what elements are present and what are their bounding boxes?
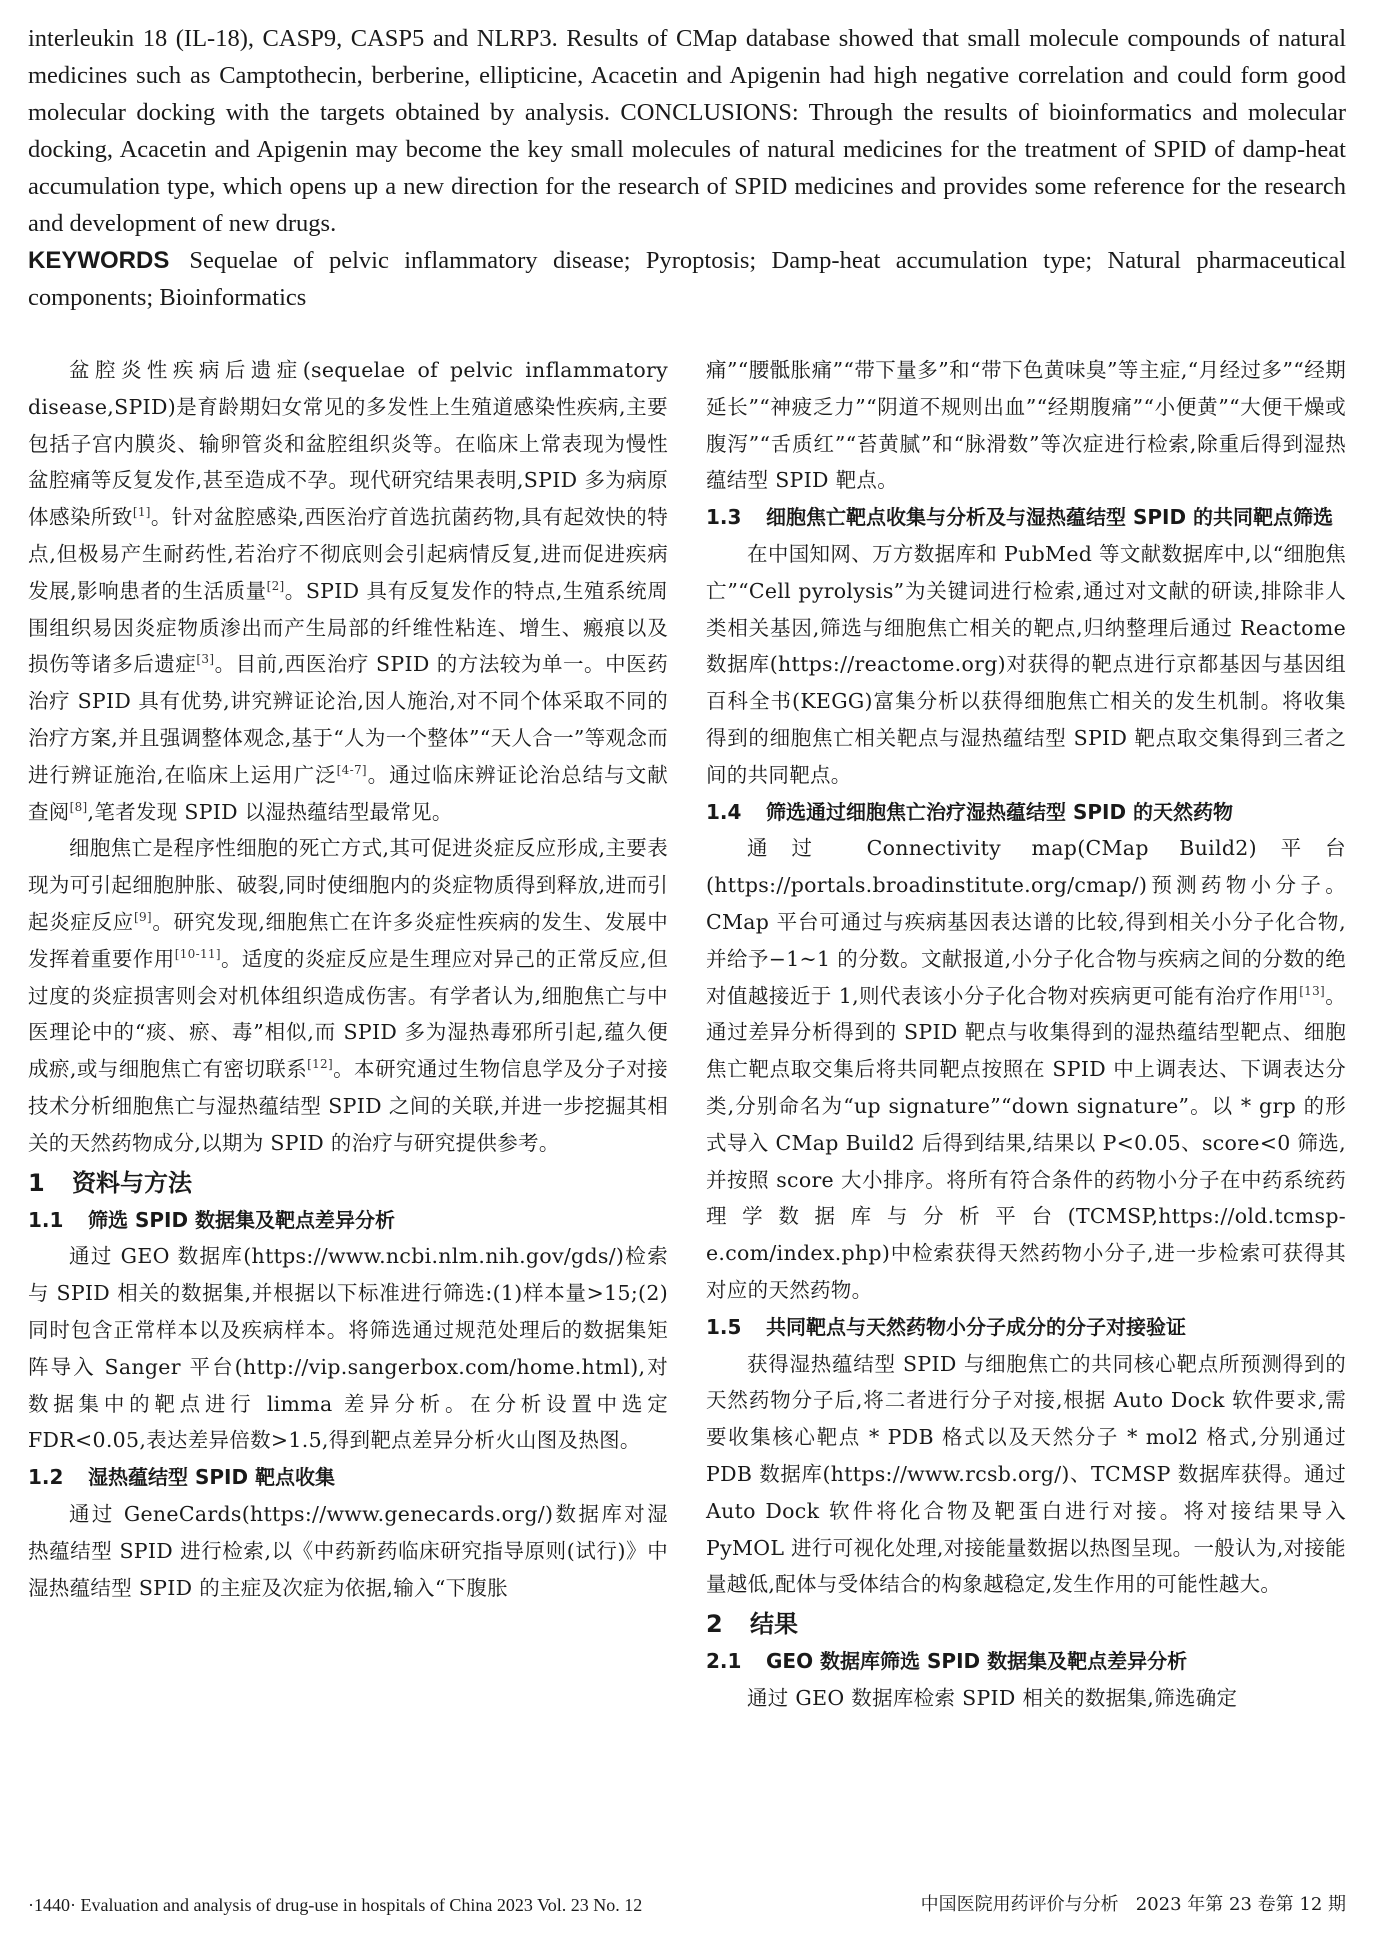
text-run: 盆腔炎性疾病后遗症(sequelae of pelvic inflammatory disease,SPID)是育龄期妇女常见的多发性上生殖道感染性疾病,主要包括子宫内膜炎、输卵管炎和盆腔组织炎等。在临床上常表现为慢性盆腔痛等反复发作,甚至造成不孕。现代研究结果表明,SPID 多为病原体感染所致	[28, 358, 668, 530]
paragraph-1-1: 通过 GEO 数据库(https://www.ncbi.nlm.nih.gov/gds/)检索与 SPID 相关的数据集,并根据以下标准进行筛选:(1)样本量>15;(2)同时包含正常样本以及疾病样本。将筛选通过规范处理后的数据集矩阵导入 Sanger 平台(http://vip.sangerbox.com/home.html),对数据集中的靶点进行 limma 差异分析。在分析设置中选定 FDR<0.05,表达差异倍数>1.5,得到靶点差异分析火山图及热图。	[28, 1244, 668, 1453]
paragraph-2-1: 通过 GEO 数据库检索 SPID 相关的数据集,筛选确定	[747, 1685, 1238, 1710]
section-heading-1	[28, 1164, 668, 1202]
subsection-title: 湿热蕴结型 SPID 靶点收集	[88, 1465, 336, 1490]
paragraph-1-2-continued: 痛”“腰骶胀痛”“带下量多”和“带下色黄味臭”等主症,“月经过多”“经期延长”“神疲乏力”“阴道不规则出血”“经期腹痛”“小便黄”“大便干燥或腹泻”“舌质红”“苔黄腻”和“脉滑数”等次症进行检索,除重后得到湿热蕴结型 SPID 靶点。	[706, 358, 1346, 493]
keywords-label: KEYWORDS	[28, 247, 170, 274]
subsection-number: 1.2	[28, 1465, 64, 1490]
text-run: 。针对盆腔感染,西医治疗首选抗菌药物,具有起效快的特点,但极易产生耐药性,若治疗不彻底则会引起病情反复,进而促进疾病发展,影响患者的生活质量	[28, 505, 668, 603]
citation[interactable]: [3]	[196, 652, 215, 667]
citation[interactable]: [1]	[132, 505, 151, 520]
text-run: 通过 Connectivity map(CMap Build2)平台(https://portals.broadinstitute.org/cmap/)预测药物小分子。CMap 平台可通过与疾病基因表达谱的比较,得到相关小分子化合物,并给予−1~1 的分数。文献报道,小分子化合物与疾病之间的分数的绝对值越接近于 1,则代表该小分子化合物对疾病更可能有治疗作用	[706, 836, 1346, 1008]
section-number: 1	[28, 1168, 45, 1197]
text-run: 。目前,西医治疗 SPID 的方法较为单一。中医药治疗 SPID 具有优势,讲究辨证论治,因人施治,对不同个体采取不同的治疗方案,并且强调整体观念,基于“人为一个整体”“天人合一”等观念而进行辨证施治,在临床上运用广泛	[28, 652, 668, 787]
subsection-number: 1.1	[28, 1207, 64, 1232]
subsection-title: GEO 数据库筛选 SPID 数据集及靶点差异分析	[766, 1649, 1188, 1674]
body-columns	[28, 352, 1346, 1842]
section-title: 资料与方法	[72, 1168, 192, 1197]
subsection-number: 2.1	[706, 1649, 742, 1674]
text-run: ,笔者发现 SPID 以湿热蕴结型最常见。	[87, 799, 453, 824]
page-footer	[28, 1890, 1346, 1920]
section-title: 结果	[750, 1610, 798, 1639]
subsection-heading-1-1	[28, 1202, 668, 1239]
text-run: 。本研究通过生物信息学及分子对接技术分析细胞焦亡与湿热蕴结型 SPID 之间的关联,并进一步挖掘其相关的天然药物成分,以期为 SPID 的治疗与研究提供参考。	[28, 1057, 668, 1155]
right-column	[706, 352, 1346, 1717]
citation[interactable]: [2]	[266, 578, 285, 593]
paragraph-1-2: 通过 GeneCards(https://www.genecards.org/)数据库对湿热蕴结型 SPID 进行检索,以《中药新药临床研究指导原则(试行)》中湿热蕴结型 SPID 的主症及次症为依据,输入“下腹胀	[28, 1501, 668, 1600]
citation[interactable]: [8]	[69, 799, 88, 814]
subsection-title: 筛选通过细胞焦亡治疗湿热蕴结型 SPID 的天然药物	[766, 799, 1234, 824]
left-column	[28, 352, 668, 1606]
paragraph-1-4	[706, 830, 1346, 1308]
abstract-text: interleukin 18 (IL-18), CASP9, CASP5 and NLRP3. Results of CMap database showed that small molecule compounds of natural medicines such as Camptothecin, berberine, ellipticine, Acacetin and Apigenin had high negative correlation and could form good molecular docking with the targets obtained by analysis. CONCLUSIONS: Through the results of bioinformatics and molecular docking, Acacetin and Apigenin may become the key small molecules of natural medicines for the treatment of SPID of damp-heat accumulation type, which opens up a new direction for the research of SPID medicines and provides some reference for the research and development of new drugs.	[28, 25, 1346, 237]
english-abstract	[28, 20, 1346, 316]
citation[interactable]: [4-7]	[336, 762, 367, 777]
citation[interactable]: [12]	[307, 1057, 333, 1072]
keywords-text: Sequelae of pelvic inflammatory disease; Pyroptosis; Damp-heat accumulation type; Natural pharmaceutical components; Bioinformatics	[28, 247, 1346, 311]
section-number: 2	[706, 1610, 723, 1639]
paragraph-1-5: 获得湿热蕴结型 SPID 与细胞焦亡的共同核心靶点所预测得到的天然药物分子后,将二者进行分子对接,根据 Auto Dock 软件要求,需要收集核心靶点 * PDB 格式以及天然分子 * mol2 格式,分别通过 PDB 数据库(https://www.rcsb.org/)、TCMSP 数据库获得。通过 Auto Dock 软件将化合物及靶蛋白进行对接。将对接结果导入 PyMOL 进行可视化处理,对接能量数据以热图呈现。一般认为,对接能量越低,配体与受体结合的构象越稳定,发生作用的可能性越大。	[706, 1351, 1346, 1597]
text-run: 。适度的炎症反应是生理应对异己的正常反应,但过度的炎症损害则会对机体组织造成伤害。有学者认为,细胞焦亡与中医理论中的“痰、瘀、毒”相似,而 SPID 多为湿热毒邪所引起,蕴久便成瘀,或与细胞焦亡有密切联系	[28, 946, 668, 1082]
subsection-heading-1-3	[706, 499, 1346, 536]
section-heading-2	[706, 1605, 1346, 1643]
keywords-line	[28, 242, 1346, 316]
text-run: 细胞焦亡是程序性细胞的死亡方式,其可促进炎症反应形成,主要表现为可引起细胞肿胀、破裂,同时使细胞内的炎症物质得到释放,进而引起炎症反应	[28, 836, 668, 934]
subsection-heading-1-4	[706, 794, 1346, 831]
subsection-number: 1.5	[706, 1314, 742, 1339]
citation[interactable]: [10-11]	[174, 946, 221, 961]
subsection-number: 1.4	[706, 799, 742, 824]
subsection-number: 1.3	[706, 505, 742, 530]
paragraph-1-3: 在中国知网、万方数据库和 PubMed 等文献数据库中,以“细胞焦亡”“Cell pyrolysis”为关键词进行检索,通过对文献的研读,排除非人类相关基因,筛选与细胞焦亡相关的靶点,归纳整理后通过 Reactome 数据库(https://reactome.org)对获得的靶点进行京都基因与基因组百科全书(KEGG)富集分析以获得细胞焦亡相关的发生机制。将收集得到的细胞焦亡相关靶点与湿热蕴结型 SPID 靶点取交集得到三者之间的共同靶点。	[706, 541, 1346, 787]
subsection-heading-1-5	[706, 1309, 1346, 1346]
text-run: 。SPID 具有反复发作的特点,生殖系统周围组织易因炎症物质渗出而产生局部的纤维性粘连、增生、瘢痕以及损伤等诸多后遗症	[28, 578, 668, 677]
citation[interactable]: [9]	[134, 910, 152, 925]
subsection-heading-2-1	[706, 1643, 1346, 1680]
intro-paragraph-2	[28, 830, 668, 1161]
footer-journal-en: ·1440· Evaluation and analysis of drug-use in hospitals of China 2023 Vol. 23 No. 12	[28, 1895, 643, 1915]
subsection-title: 共同靶点与天然药物小分子成分的分子对接验证	[766, 1314, 1186, 1339]
text-run: 。通过临床辨证论治总结与文献查阅	[28, 762, 669, 824]
text-run: 。研究发现,细胞焦亡在许多炎症性疾病的发生、发展中发挥着重要作用	[28, 909, 669, 971]
text-run: 。通过差异分析得到的 SPID 靶点与收集得到的湿热蕴结型靶点、细胞焦亡靶点取交集后将共同靶点按照在 SPID 中上调表达、下调表达分类,分别命名为“up signature”“down signature”。以 * grp 的形式导入 CMap Build2 后得到结果,结果以 P<0.05、score<0 筛选,并按照 score 大小排序。将所有符合条件的药物小分子在中药系统药理学数据库与分析平台(TCMSP,https://old.tcmsp-e.com/index.php)中检索获得天然药物小分子,进一步检索可获得其对应的天然药物。	[706, 983, 1346, 1302]
subsection-title: 筛选 SPID 数据集及靶点差异分析	[88, 1207, 396, 1232]
subsection-title: 细胞焦亡靶点收集与分析及与湿热蕴结型 SPID 的共同靶点筛选	[766, 505, 1334, 530]
footer-journal-cn: 中国医院用药评价与分析 2023 年第 23 卷第 12 期	[920, 1894, 1346, 1915]
citation[interactable]: [13]	[1299, 983, 1326, 998]
subsection-heading-1-2	[28, 1459, 668, 1496]
intro-paragraph-1	[28, 352, 668, 830]
